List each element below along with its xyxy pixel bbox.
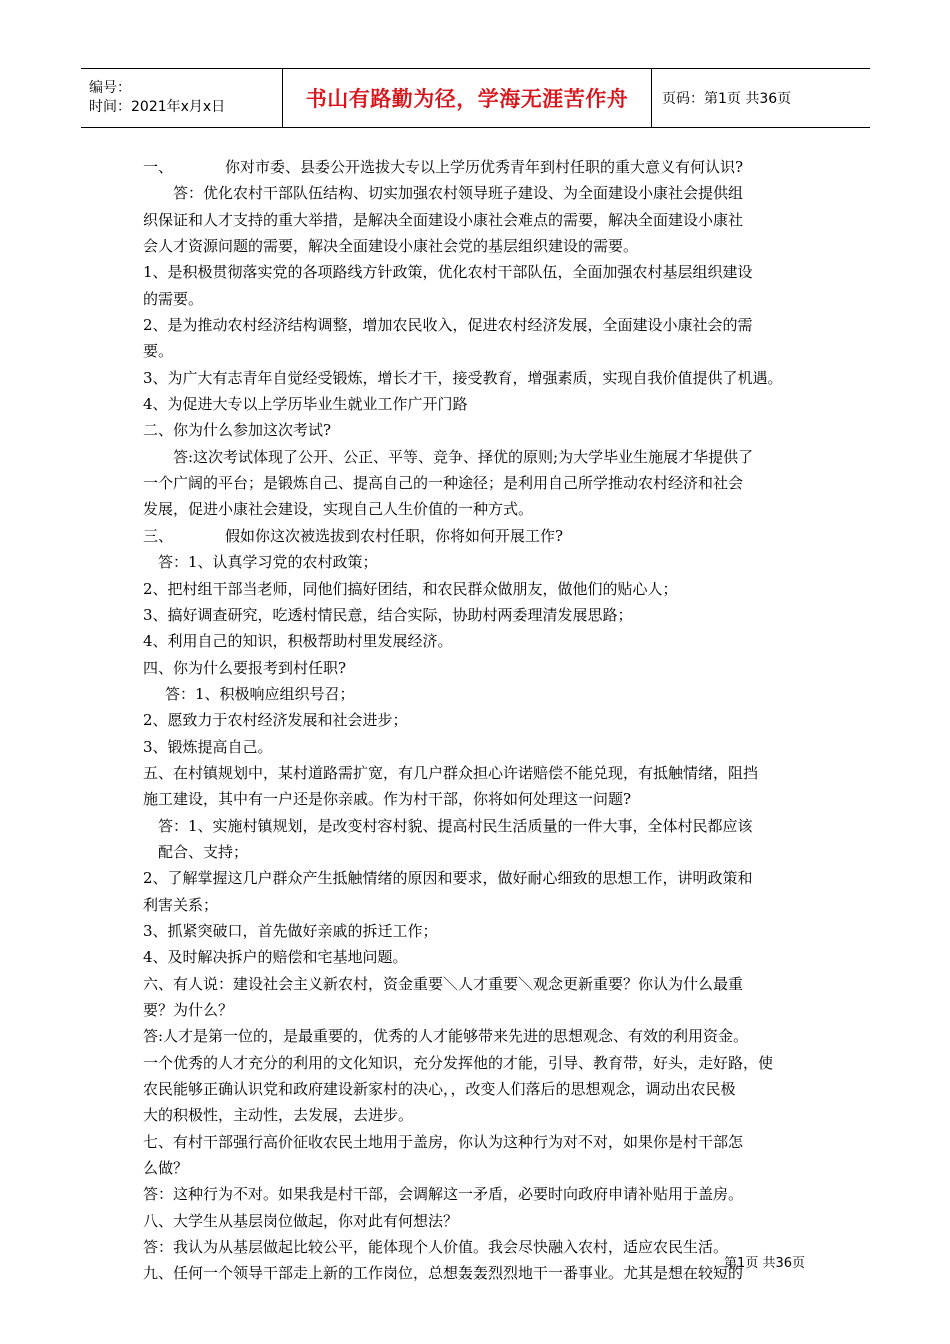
line-text: 会人才资源问题的需要，解决全面建设小康社会党的基层组织建设的需要。: [143, 237, 639, 256]
line-text: 要。: [143, 342, 174, 361]
line-text: 答：1、实施村镇规划，是改变村容村貌、提高村民生活质量的一件大事，全体村民都应该: [158, 816, 753, 835]
text-line: [143, 470, 823, 496]
line-text: 要？为什么？: [143, 1001, 234, 1019]
text-line: [143, 813, 823, 839]
text-line: [143, 417, 823, 443]
page-footer: 第1页 共36页: [724, 1256, 805, 1271]
section-number: 一、: [143, 158, 174, 176]
line-text: 2、把村组干部当老师，同他们搞好团结，和农民群众做朋友，做他们的贴心人；: [143, 579, 678, 598]
section-number: 三、: [143, 526, 174, 545]
text-line: [143, 971, 823, 997]
line-text: 五、在村镇规划中，某村道路需扩宽，有几户群众担心许诺赔偿不能兑现，有抵触情绪，阻挡: [143, 763, 759, 782]
text-line: [143, 233, 823, 259]
header-motto-cell: [282, 69, 652, 127]
line-text: 二、你为什么参加这次考试?: [143, 421, 332, 440]
text-line: [143, 1129, 823, 1155]
line-text: 答:这次考试体现了公开、公正、平等、竞争、择优的原则;为大学毕业生施展才华提供了: [173, 447, 754, 466]
text-line: [143, 312, 823, 338]
text-line: [143, 338, 823, 364]
text-line: [143, 734, 823, 760]
header-motto: 书山有路勤为径，学海无涯苦作舟: [305, 87, 629, 111]
text-line: [143, 918, 823, 944]
line-text: 大的积极性，主动性，去发展，去进步。: [143, 1106, 414, 1125]
line-text: 2、了解掌握这几户群众产生抵触情绪的原因和要求，做好耐心细致的思想工作，讲明政策和: [143, 869, 753, 888]
text-line: [143, 1023, 823, 1049]
text-line: [143, 760, 823, 786]
line-text: 施工建设，其中有一户还是你亲戚。作为村干部，你将如何处理这一问题?: [143, 790, 632, 809]
line-text: 4、为促进大专以上学历毕业生就业工作广开门路: [143, 395, 468, 414]
line-text: 一个广阔的平台；是锻炼自己、提高自己的一种途径；是利用自己所学推动农村经济和社会: [143, 474, 744, 493]
line-text: 配合、支持；: [158, 842, 249, 861]
text-line: [143, 786, 823, 812]
text-line: [143, 180, 823, 206]
line-text: 2、愿致力于农村经济发展和社会进步；: [143, 711, 408, 730]
text-line: [143, 892, 823, 918]
text-line: [143, 391, 823, 417]
line-text: 2、是为推动农村经济结构调整，增加农民收入，促进农村经济发展，全面建设小康社会的需: [143, 316, 753, 335]
document-header: [81, 68, 870, 128]
text-line: [143, 365, 823, 391]
line-text: 答：这种行为不对。如果我是村干部，会调解这一矛盾，必要时向政府申请补贴用于盖房。: [143, 1185, 744, 1204]
text-line: [143, 1181, 823, 1207]
line-text: 的需要。: [143, 289, 204, 308]
line-text: 么做？: [143, 1159, 189, 1178]
text-line: [143, 576, 823, 602]
line-text: 一个优秀的人才充分的利用的文化知识，充分发挥他的才能，引导、教育带，好头，走好路，使: [143, 1053, 774, 1072]
text-line: [143, 286, 823, 312]
line-text: 八、大学生从基层岗位做起，你对此有何想法？: [143, 1211, 459, 1230]
text-line: [143, 1234, 823, 1260]
line-text: 九、任何一个领导干部走上新的工作岗位，总想轰轰烈烈地干一番事业。尤其是想在较短的: [143, 1264, 744, 1283]
document-body: [143, 154, 823, 1287]
text-line: [143, 523, 823, 549]
line-text: 答：我认为从基层做起比较公平，能体现个人价值。我会尽快融入农村，适应农民生活。: [143, 1238, 729, 1257]
text-line: [143, 602, 823, 628]
line-text: 3、搞好调查研究，吃透村情民意，结合实际，协助村两委理清发展思路；: [143, 605, 633, 624]
text-line: [143, 707, 823, 733]
text-line: [143, 628, 823, 654]
number-label: 编号：: [89, 80, 131, 96]
text-line: [143, 259, 823, 285]
line-text: 4、利用自己的知识，积极帮助村里发展经济。: [143, 632, 453, 651]
line-text: 3、锻炼提高自己。: [143, 737, 273, 756]
line-text: 七、有村干部强行高价征收农民土地用于盖房，你认为这种行为对不对，如果你是村干部怎: [143, 1132, 744, 1151]
line-text: 织保证和人才支持的重大举措，是解决全面建设小康社会难点的需要，解决全面建设小康社: [143, 210, 744, 229]
line-text: 六、有人说：建设社会主义新农村，资金重要＼人才重要＼观念更新重要？你认为什么最重: [143, 974, 744, 993]
line-text: 3、抓紧突破口，首先做好亲戚的拆迁工作；: [143, 921, 438, 940]
line-text: 答：优化农村干部队伍结构、切实加强农村领导班子建设、为全面建设小康社会提供组: [173, 184, 744, 203]
text-line: [143, 655, 823, 681]
text-line: [143, 997, 823, 1023]
line-text: 1、是积极贯彻落实党的各项路线方针政策，优化农村干部队伍，全面加强农村基层组织建设: [143, 263, 753, 282]
text-line: [143, 154, 823, 180]
text-line: [143, 444, 823, 470]
text-line: [143, 681, 823, 707]
text-line: [143, 839, 823, 865]
line-text: 农民能够正确认识党和政府建设新家村的决心，，改变人们落后的思想观念，调动出农民极: [143, 1080, 736, 1099]
date-label: 时间：2021年x月x日: [89, 99, 226, 115]
text-line: [143, 1260, 823, 1286]
header-page-cell: [652, 69, 870, 127]
text-line: [143, 549, 823, 575]
text-line: [143, 1155, 823, 1181]
text-line: [143, 1208, 823, 1234]
line-text: 答:人才是第一位的，是最重要的，优秀的人才能够带来先进的思想观念、有效的利用资金。: [143, 1027, 749, 1046]
line-text: 四、你为什么要报考到村任职?: [143, 658, 347, 677]
text-line: [143, 1102, 823, 1128]
text-line: [143, 1050, 823, 1076]
line-text: 利害关系；: [143, 895, 219, 914]
line-text: 发展，促进小康社会建设，实现自己人生价值的一种方式。: [143, 500, 534, 519]
line-text: 4、及时解决拆户的赔偿和宅基地问题。: [143, 948, 408, 967]
text-line: [143, 207, 823, 233]
text-line: [143, 865, 823, 891]
text-line: [143, 1076, 823, 1102]
line-text: 3、为广大有志青年自觉经受锻炼，增长才干，接受教育，增强素质，实现自我价值提供了机遇。: [143, 368, 783, 387]
header-page-info: 页码：第1页 共36页: [662, 91, 792, 107]
line-text: 答：1、积极响应组织号召；: [165, 684, 355, 703]
text-line: [143, 944, 823, 970]
text-line: [143, 496, 823, 522]
line-text: 你对市委、县委公开选拔大专以上学历优秀青年到村任职的重大意义有何认识?: [225, 158, 744, 176]
line-text: 假如你这次被选拔到农村任职，你将如何开展工作?: [225, 526, 564, 545]
header-meta: [81, 69, 282, 127]
line-text: 答：1、认真学习党的农村政策；: [158, 553, 378, 572]
